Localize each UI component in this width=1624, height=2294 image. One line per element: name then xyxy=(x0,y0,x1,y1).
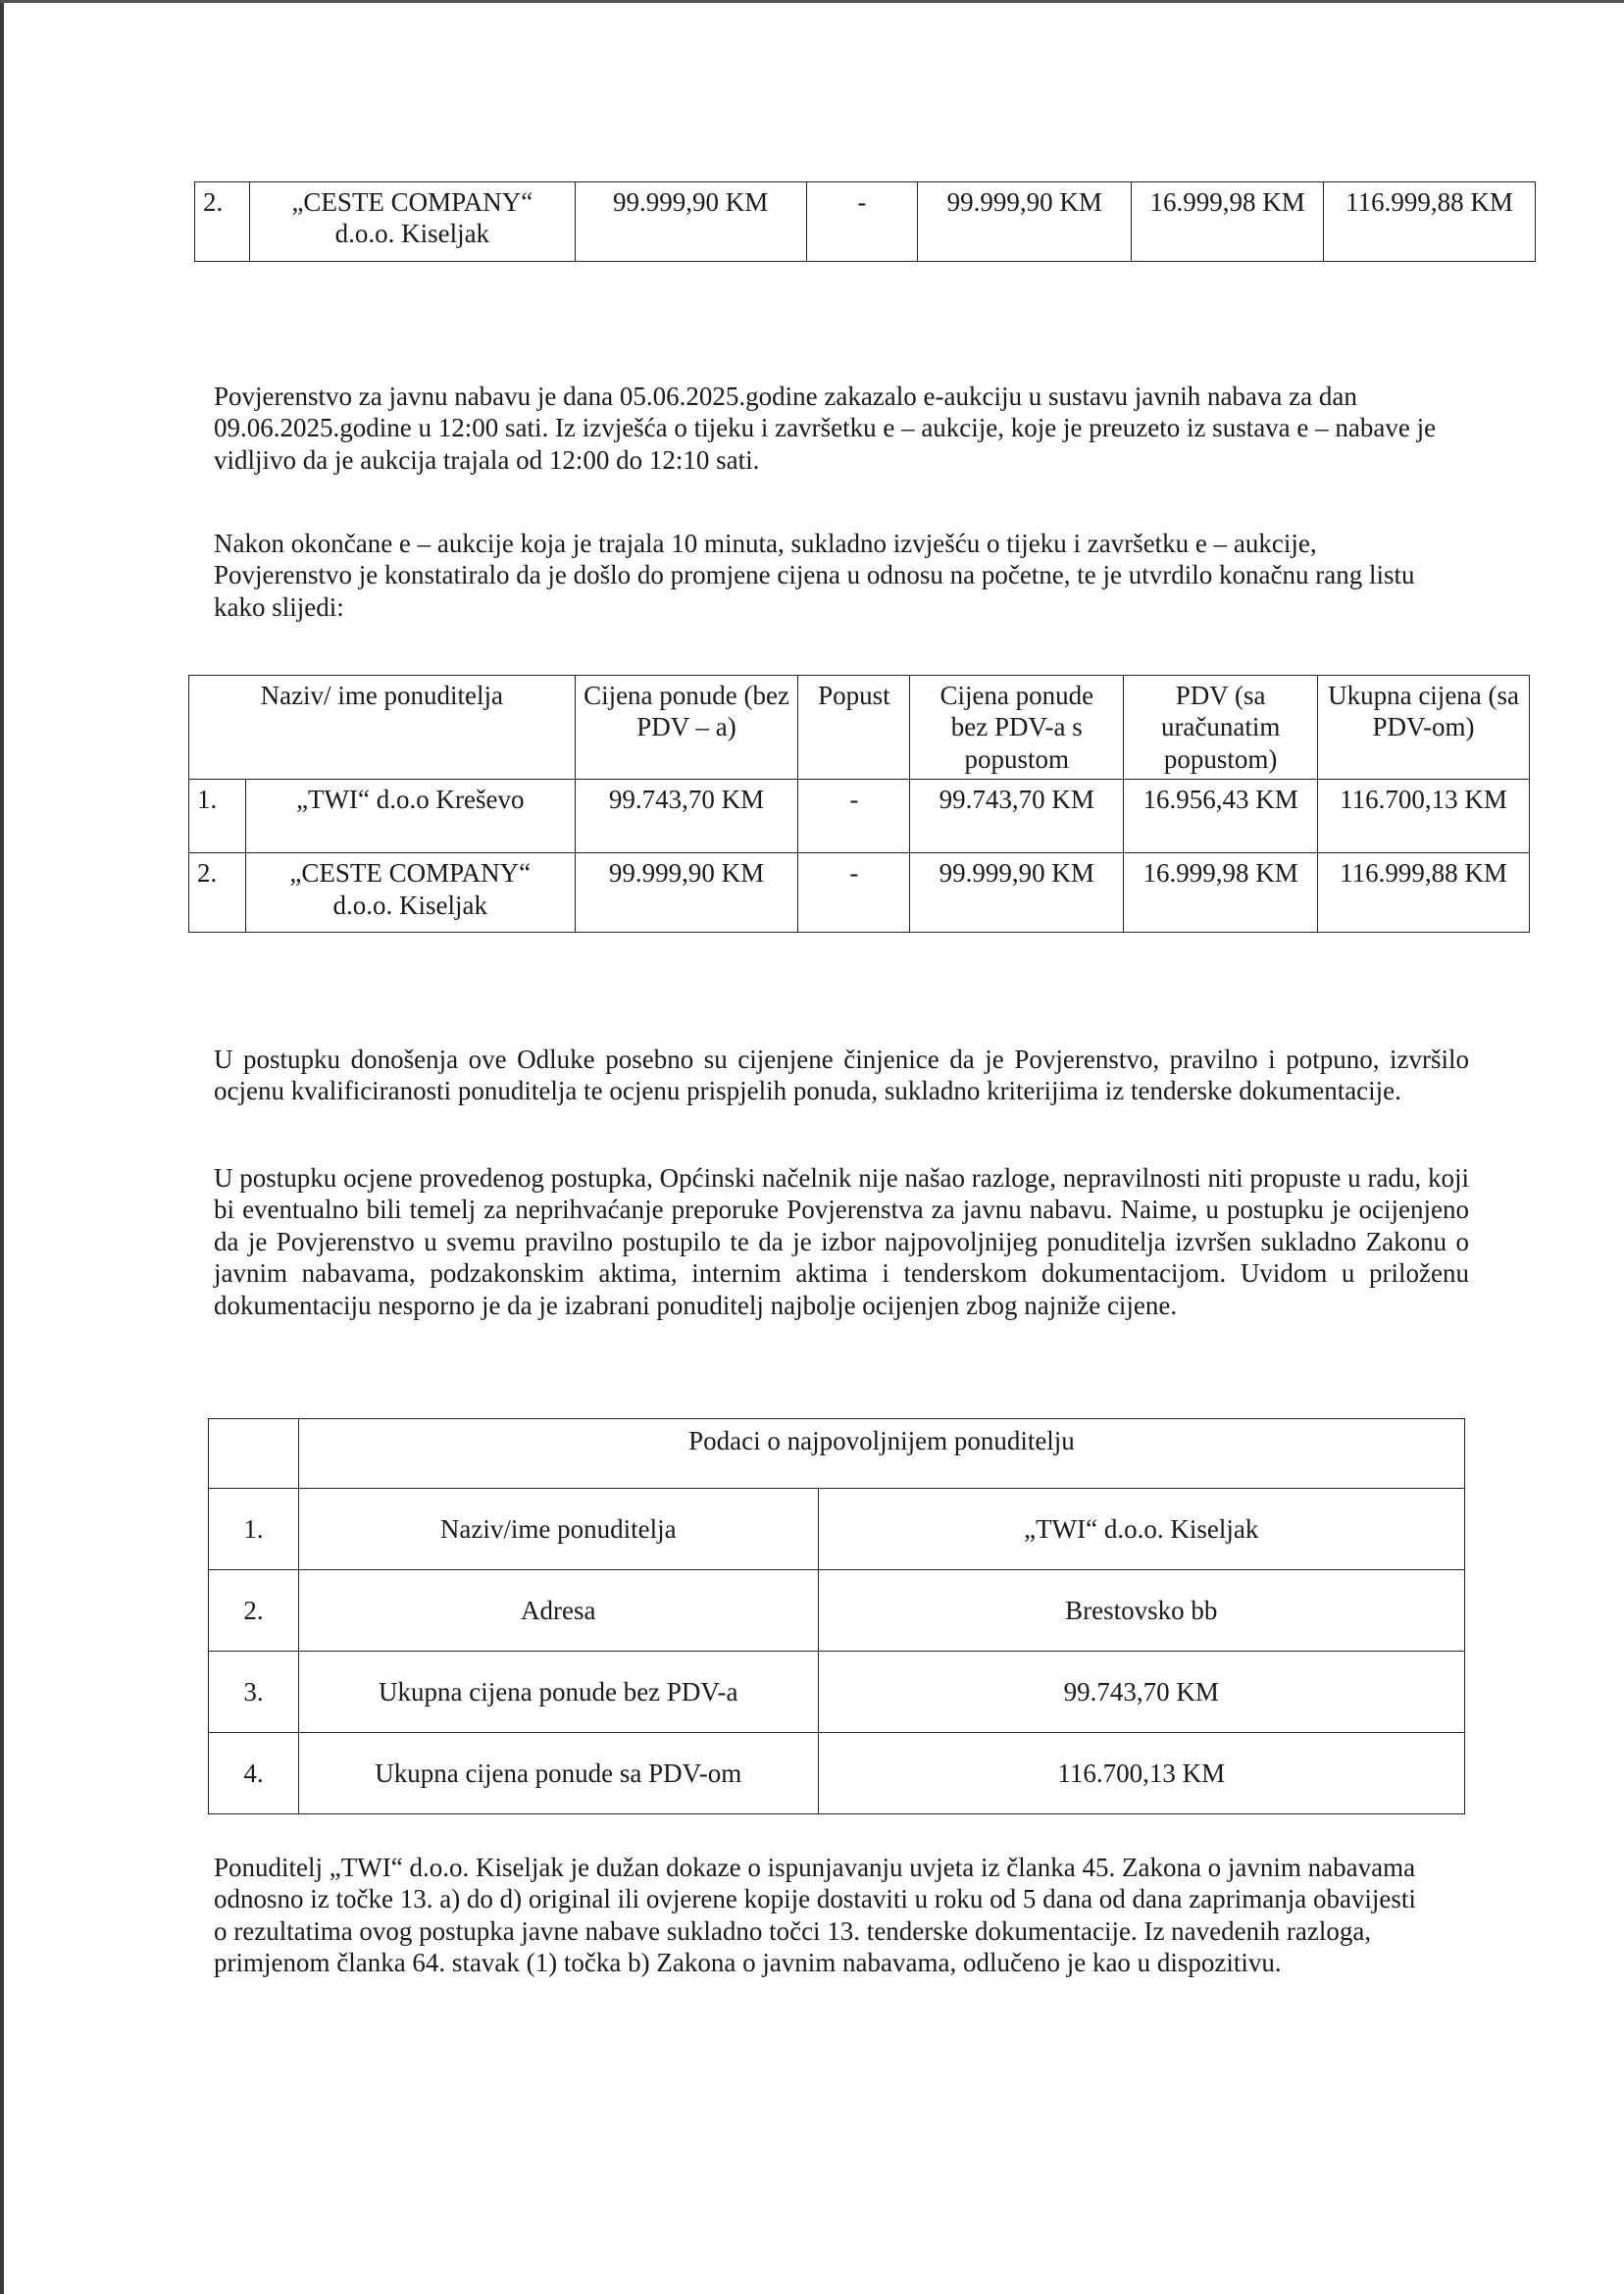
bidder-name: „CESTE COMPANY“ xyxy=(291,187,533,217)
bidder-name-cell xyxy=(245,853,575,933)
row-number: 4. xyxy=(209,1733,299,1814)
paragraph-auction-schedule: Povjerenstvo za javnu nabavu je dana 05.06.2025.godine zakazalo e-aukciju u sustavu javnih nabava za dan 09.06.2025.godine u 12:00 sati. Iz izvješća o tijeku i završetku e – aukcije, koje je preuzeto iz sustava e – nabave je vidljivo da je aukcija trajala od 12:00 do 12:10 sati. xyxy=(214,382,1437,475)
scan-edge-top xyxy=(0,0,1624,3)
table-row xyxy=(209,1733,1465,1814)
header-discount: Popust xyxy=(798,676,910,780)
paragraph-conclusion: Ponuditelj „TWI“ d.o.o. Kiseljak je dužan dokaze o ispunjavanju uvjeta iz članka 45. Zakona o javnim nabavama odnosno iz točke 13. a) do d) original ili ovjerene kopije dostaviti u roku od 5 dana od dana zaprimanja obavijesti o rezultatima ovog postupka javne nabave sukladno točci 13. tenderske dokumentacije. Iz navedenih razloga, primjenom članka 64. stavak (1) točka b) Zakona o javnim nabavama, odlučeno je kao u dispozitivu. xyxy=(214,1853,1416,1978)
price-cell: 99.743,70 KM xyxy=(575,780,798,853)
table-row xyxy=(189,853,1530,933)
total-cell: 116.999,88 KM xyxy=(1318,853,1530,933)
price-discount-cell: 99.743,70 KM xyxy=(910,780,1124,853)
row-label: Adresa xyxy=(298,1570,818,1652)
price-discount-cell: 99.999,90 KM xyxy=(918,182,1132,262)
header-vat: PDV (sa uračunatim popustom) xyxy=(1124,676,1318,780)
scan-edge-left xyxy=(0,0,4,2294)
row-number: 3. xyxy=(209,1652,299,1733)
paragraph-auction-result: Nakon okončane e – aukcije koja je trajala 10 minuta, sukladno izvješću o tijeku i završetku e – aukcije, Povjerenstvo je konstatiralo da je došlo do promjene cijena u odnosu na početne, te je utvrdilo konačnu rang listu kako slijedi: xyxy=(214,529,1415,622)
paragraph-evaluation: U postupku donošenja ove Odluke posebno su cijenjene činjenice da je Povjerenstvo, pravilno i potpuno, izvršilo ocjenu kvalificiranosti ponuditelja te ocjenu prispjelih ponuda, sukladno kriterijima iz tenderske dokumentacije. xyxy=(214,1045,1469,1106)
row-value: „TWI“ d.o.o. Kiseljak xyxy=(818,1489,1464,1570)
header-price-discount: Cijena ponude bez PDV-a s popustom xyxy=(910,676,1124,780)
discount-cell: - xyxy=(798,780,910,853)
header-name: Naziv/ ime ponuditelja xyxy=(189,676,576,780)
row-value: Brestovsko bb xyxy=(818,1570,1464,1652)
paragraph-review: U postupku ocjene provedenog postupka, Općinski načelnik nije našao razloge, nepravilnosti niti propuste u radu, koji bi eventualno bili temelj za neprihvaćanje preporuke Povjerenstva za javnu nabavu. Naime, u postupku je ocijenjeno da je Povjerenstvo u svemu pravilno postupilo te da je izbor najpovoljnijeg ponuditelja izvršen sukladno Zakonu o javnim nabavama, podzakonskim aktima, internim aktima i tenderskom dokumentacijom. Uvidom u priloženu dokumentaciju nesporno je da je izabrani ponuditelj najbolje ocijenjen zbog najniže cijene. xyxy=(214,1163,1469,1320)
discount-cell: - xyxy=(798,853,910,933)
row-label: Ukupna cijena ponude bez PDV-a xyxy=(298,1652,818,1733)
header-total: Ukupna cijena (sa PDV-om) xyxy=(1318,676,1530,780)
table-header-row xyxy=(209,1419,1465,1489)
bidder-location: d.o.o. Kiseljak xyxy=(332,890,488,920)
price-cell: 99.999,90 KM xyxy=(575,182,806,262)
table-row xyxy=(209,1489,1465,1570)
best-bidder-title: Podaci o najpovoljnijem ponuditelju xyxy=(298,1419,1464,1489)
vat-cell: 16.999,98 KM xyxy=(1124,853,1318,933)
table-row xyxy=(209,1652,1465,1733)
header-price: Cijena ponude (bez PDV – a) xyxy=(575,676,798,780)
bidder-location: d.o.o. Kiseljak xyxy=(334,219,490,249)
final-rank-table xyxy=(188,675,1530,933)
vat-cell: 16.956,43 KM xyxy=(1124,780,1318,853)
row-number: 2. xyxy=(195,182,250,262)
total-cell: 116.700,13 KM xyxy=(1318,780,1530,853)
bidders-table-continuation xyxy=(194,181,1536,262)
vat-cell: 16.999,98 KM xyxy=(1132,182,1324,262)
row-value: 99.743,70 KM xyxy=(818,1652,1464,1733)
table-header-row xyxy=(189,676,1530,780)
total-cell: 116.999,88 KM xyxy=(1324,182,1536,262)
table-row xyxy=(209,1570,1465,1652)
row-label: Naziv/ime ponuditelja xyxy=(298,1489,818,1570)
discount-cell: - xyxy=(806,182,918,262)
bidder-name: „CESTE COMPANY“ xyxy=(289,858,532,889)
table-row xyxy=(195,182,1536,262)
table-row xyxy=(189,780,1530,853)
row-label: Ukupna cijena ponude sa PDV-om xyxy=(298,1733,818,1814)
row-value: 116.700,13 KM xyxy=(818,1733,1464,1814)
bidder-name: „TWI“ d.o.o Kreševo xyxy=(245,780,575,853)
bidder-name-cell xyxy=(249,182,575,262)
row-number: 2. xyxy=(209,1570,299,1652)
price-discount-cell: 99.999,90 KM xyxy=(910,853,1124,933)
best-bidder-table xyxy=(208,1418,1465,1814)
header-empty-cell xyxy=(209,1419,299,1489)
row-number: 1. xyxy=(209,1489,299,1570)
row-number: 1. xyxy=(189,780,246,853)
row-number: 2. xyxy=(189,853,246,933)
price-cell: 99.999,90 KM xyxy=(575,853,798,933)
